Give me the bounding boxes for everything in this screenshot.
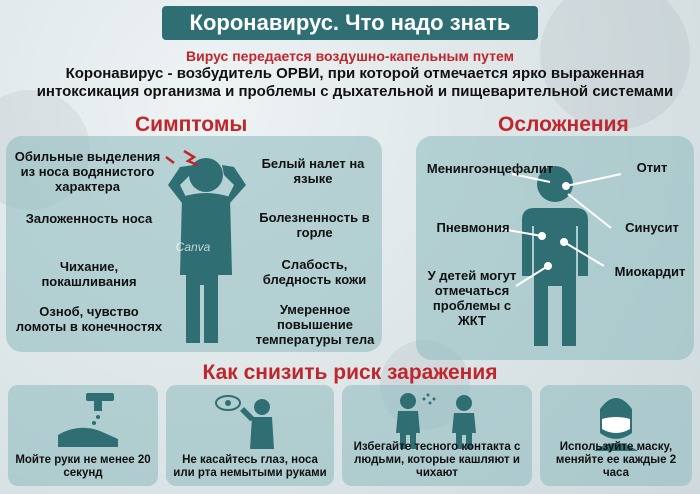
watermark: Canva xyxy=(175,240,211,254)
prevention-text: Используйте маску, меняйте ее каждые 2 часа xyxy=(555,441,677,479)
prevention-card xyxy=(8,385,158,486)
prevention-card xyxy=(166,385,334,486)
complication-item: Пневмония xyxy=(436,220,510,235)
symptom-item: Умеренное повышение температуры тела xyxy=(255,302,375,347)
prevention-heading: Как снизить риск заражения xyxy=(202,361,498,384)
symptom-item: Болезненность в горле xyxy=(259,210,370,240)
complication-item: Менингоэнцефалит xyxy=(426,161,554,176)
symptoms-heading: Симптомы xyxy=(135,113,248,136)
symptom-item: Озноб, чувство ломоты в конечностях xyxy=(15,304,163,334)
prevention-card xyxy=(342,385,532,486)
symptom-item: Слабость, бледность кожи xyxy=(262,257,367,287)
complications-heading: Осложнения xyxy=(498,113,629,136)
hand-wash-icon xyxy=(48,391,128,451)
complication-item: Отит xyxy=(636,160,668,175)
intro-text: Коронавирус - возбудитель ОРВИ, при которой отмечается ярко выраженная интоксикация организма и проблемы с дыхательной и пищеварительной системами xyxy=(36,65,674,100)
face-touch-icon xyxy=(210,389,290,451)
prevention-card xyxy=(540,385,692,486)
complication-item: Миокардит xyxy=(614,264,686,279)
prevention-text: Не касайтесь глаз, носа или рта немытыми руками xyxy=(173,454,327,479)
symptom-item: Белый налет на языке xyxy=(261,156,365,186)
prevention-text: Избегайте тесного контакта с людьми, которые кашляют и чихают xyxy=(353,441,521,479)
symptom-item: Обильные выделения из носа водянистого характера xyxy=(14,149,161,194)
symptom-item: Чихание, покашливания xyxy=(41,259,137,289)
prevention-text: Мойте руки не менее 20 секунд xyxy=(15,454,151,479)
complication-item: Синусит xyxy=(625,220,679,235)
transmission-subtitle: Вирус передается воздушно-капельным путем xyxy=(186,48,514,64)
symptom-item: Заложенность носа xyxy=(25,211,153,226)
complication-item: У детей могут отмечаться проблемы с ЖКТ xyxy=(427,268,517,328)
page-title: Коронавирус. Что надо знать xyxy=(162,6,538,40)
